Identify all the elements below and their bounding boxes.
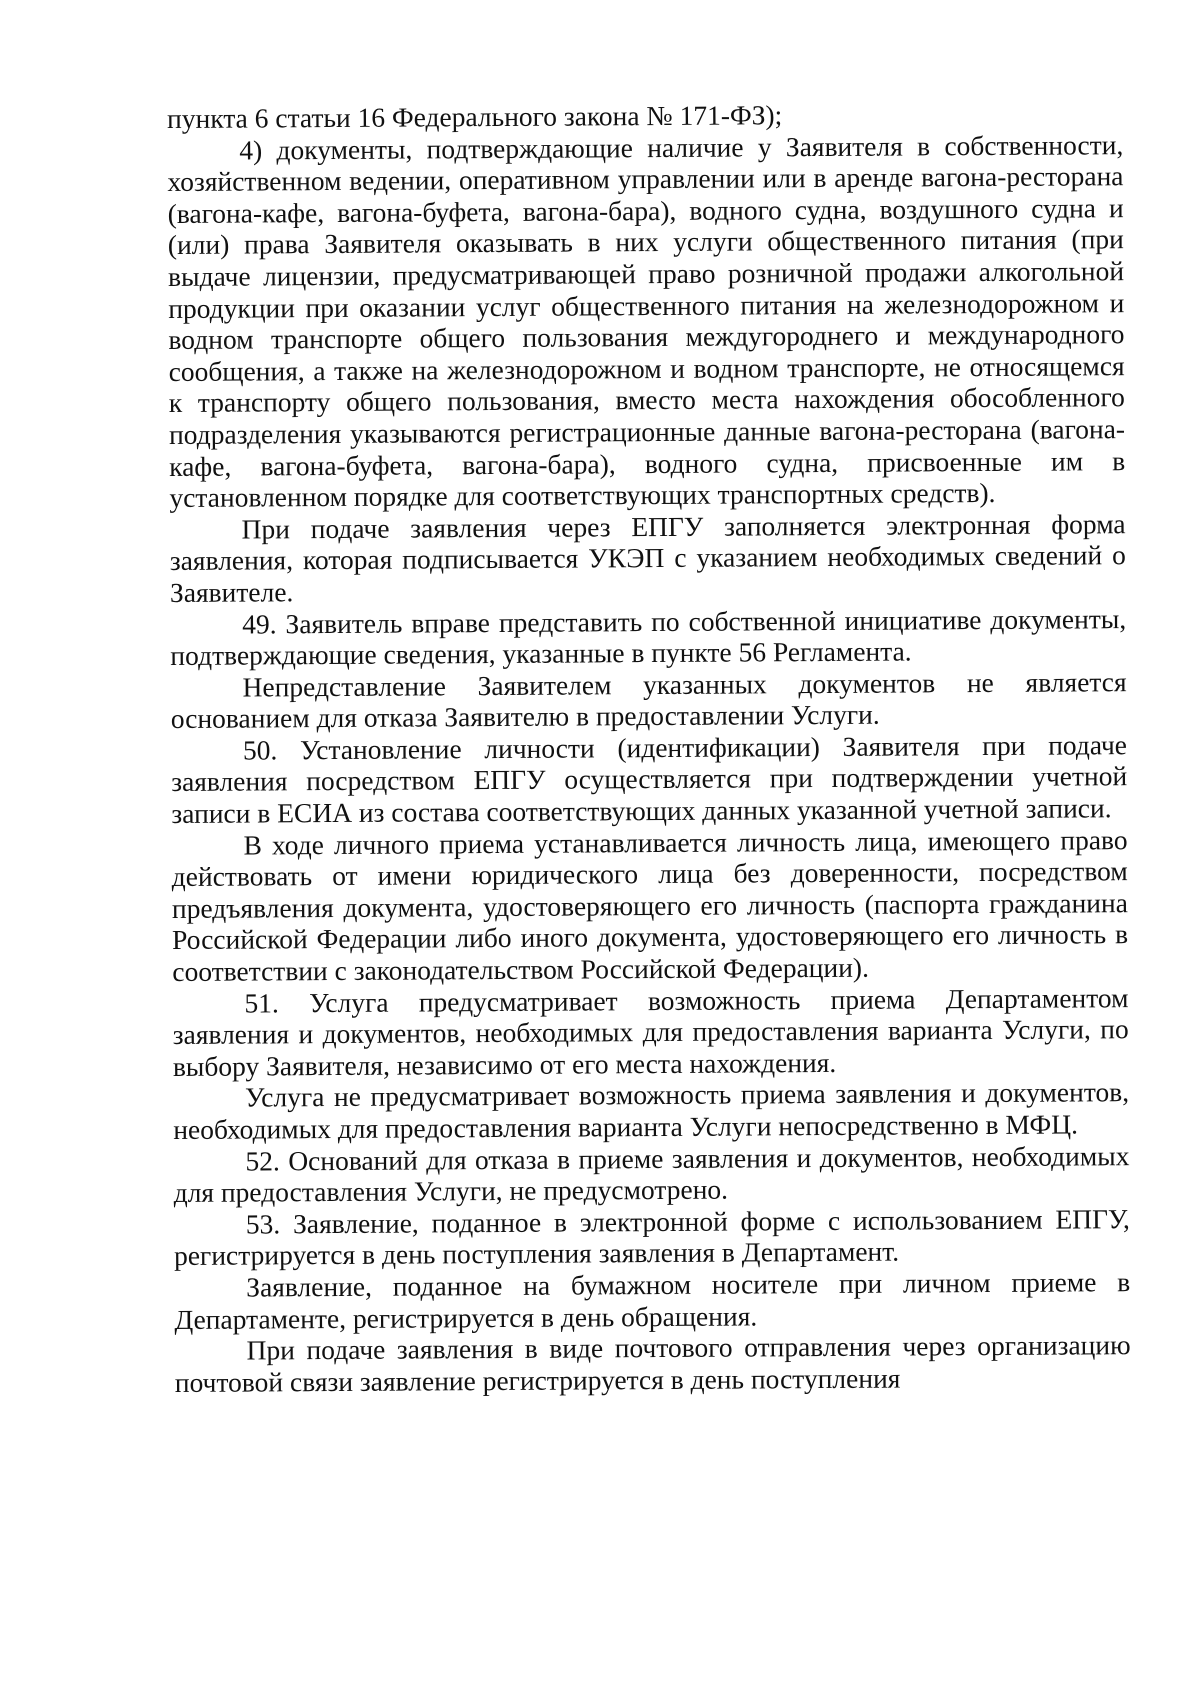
paragraph-personal-reception: В ходе личного приема устанавливается личность лица, имеющего право действовать от имени юридического лица без доверенности, посредством предъявления документа, удостоверяющего его личность (паспорта гражданина Российской Федерации либо иного документа, удостоверяющего его личность в соответствии с законодательством Российской Федерации). — [171, 823, 1129, 988]
paragraph-item-4: 4) документы, подтверждающие наличие у Заявителя в собственности, хозяйственном ведении, оперативном управлении или в аренде вагона-ресторана (вагона-кафе, вагона-буфета, вагона-бара), водного судна, воздушного судна и (или) права Заявителя оказывать в них услуги общественного питания (при выдаче лицензии, предусматривающей право розничной продажи алкогольной продукции при оказании услуг общественного питания на железнодорожном и водном транспорте общего пользования междугороднего и международного сообщения, а также на железнодорожном и водном транспорте, не относящемся к транспорту общего пользования, вместо места нахождения обособленного подразделения указываются регистрационные данные вагона-ресторана (вагона-кафе, вагона-буфета, вагона-бара), водного судна, присвоенные им в установленном порядке для соответствующих транспортных средств). — [167, 128, 1126, 514]
paragraph-51: 51. Услуга предусматривает возможность приема Департаментом заявления и документов, необходимых для предоставления варианта Услуги, по выбору Заявителя, независимо от его места нахождения. — [172, 981, 1129, 1082]
paragraph-53: 53. Заявление, поданное в электронной форме с использованием ЕПГУ, регистрируется в день поступления заявления в Департамент. — [173, 1202, 1130, 1272]
paragraph-postal-application: При подаче заявления в виде почтового отправления через организацию почтовой связи заявление регистрируется в день поступления — [174, 1329, 1131, 1398]
paragraph-50: 50. Установление личности (идентификации) Заявителя при подаче заявления посредством ЕПГУ осуществляется при подтверждении учетной записи в ЕСИА из состава соответствующих данных указанной учетной записи. — [171, 729, 1128, 830]
paragraph-mfc: Услуга не предусматривает возможность приема заявления и документов, необходимых для предоставления варианта Услуги непосредственно в МФЦ. — [173, 1076, 1130, 1145]
paragraph-49: 49. Заявитель вправе представить по собственной инициативе документы, подтверждающие сведения, указанные в пункте 56 Регламента. — [170, 602, 1127, 672]
paragraph-non-submission: Непредставление Заявителем указанных документов не является основанием для отказа Заявителю в предоставлении Услуги. — [170, 665, 1127, 735]
paragraph-paper-application: Заявление, поданное на бумажном носителе при личном приеме в Департаменте, регистрируется в день обращения. — [174, 1266, 1131, 1335]
paragraph-epgu-form: При подаче заявления через ЕПГУ заполняется электронная форма заявления, которая подписывается УКЭП с указанием необходимых сведений о Заявителе. — [169, 507, 1126, 608]
paragraph-52: 52. Оснований для отказа в приеме заявления и документов, необходимых для предоставления Услуги, не предусмотрено. — [173, 1139, 1130, 1209]
document-body — [167, 97, 1131, 1398]
paragraph-continuation: пункта 6 статьи 16 Федерального закона № 171-ФЗ); — [167, 99, 783, 134]
